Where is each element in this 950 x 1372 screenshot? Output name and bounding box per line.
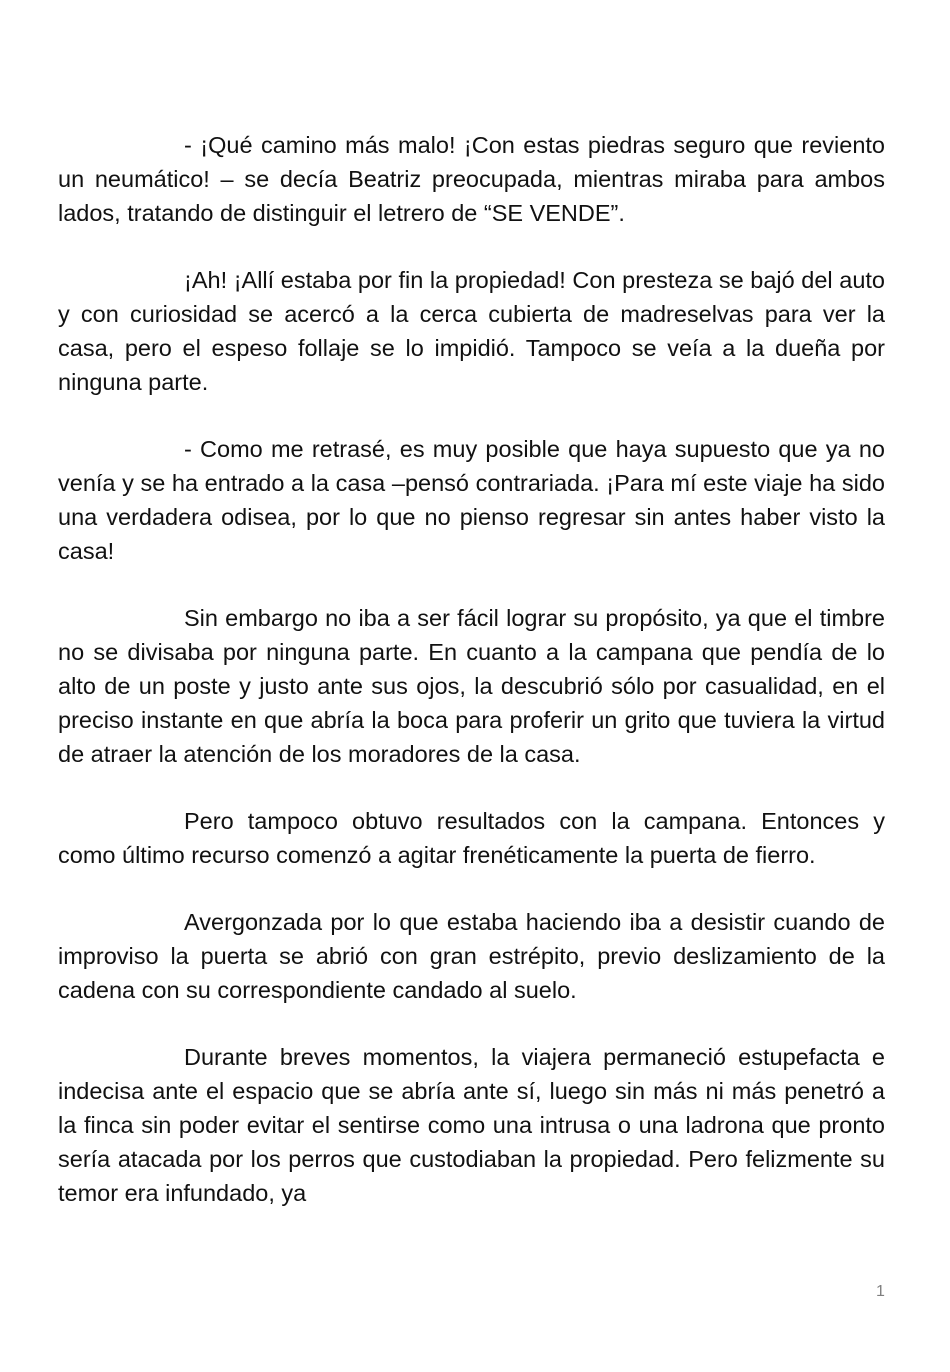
paragraph-1: - ¡Qué camino más malo! ¡Con estas piedras seguro que reviento un neumático! – se decía Beatriz preocupada, mientras miraba para ambos lados, tratando de distinguir el letrero de “SE VENDE”. [58, 132, 885, 226]
paragraph-6: Avergonzada por lo que estaba haciendo iba a desistir cuando de improviso la puerta se abrió con gran estrépito, previo deslizamiento de la cadena con su correspondiente candado al suelo. [58, 909, 885, 1003]
paragraph-5: Pero tampoco obtuvo resultados con la campana. Entonces y como último recurso comenzó a agitar frenéticamente la puerta de fierro. [58, 808, 885, 868]
document-body [58, 128, 885, 1210]
paragraph-3: - Como me retrasé, es muy posible que haya supuesto que ya no venía y se ha entrado a la casa –pensó contrariada. ¡Para mí este viaje ha sido una verdadera odisea, por lo que no pienso regresar sin antes haber visto la casa! [58, 436, 885, 564]
page-number: 1 [876, 1283, 885, 1300]
paragraph-7: Durante breves momentos, la viajera permaneció estupefacta e indecisa ante el espacio que se abría ante sí, luego sin más ni más penetró a la finca sin poder evitar el sentirse como una intrusa o una ladrona que pronto sería atacada por los perros que custodiaban la propiedad. Pero felizmente su temor era infundado, ya [58, 1044, 885, 1206]
paragraph-2: ¡Ah! ¡Allí estaba por fin la propiedad! Con presteza se bajó del auto y con curiosidad se acercó a la cerca cubierta de madreselvas para ver la casa, pero el espeso follaje se lo impidió. Tampoco se veía a la dueña por ninguna parte. [58, 267, 885, 395]
paragraph-4: Sin embargo no iba a ser fácil lograr su propósito, ya que el timbre no se divisaba por ninguna parte. En cuanto a la campana que pendía de lo alto de un poste y justo ante sus ojos, la descubrió sólo por casualidad, en el preciso instante en que abría la boca para proferir un grito que tuviera la virtud de atraer la atención de los moradores de la casa. [58, 605, 885, 767]
